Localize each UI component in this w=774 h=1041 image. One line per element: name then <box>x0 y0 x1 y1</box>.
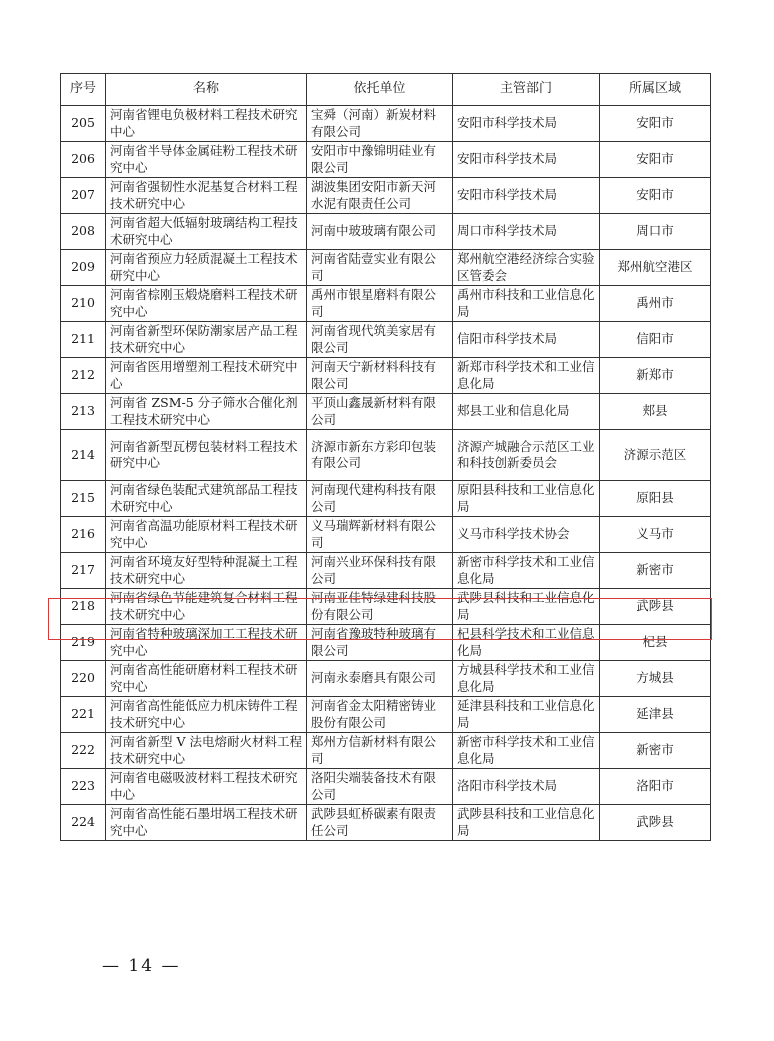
cell-area: 信阳市 <box>600 322 711 358</box>
cell-no: 224 <box>61 805 106 841</box>
table-row <box>61 625 711 661</box>
cell-dept: 安阳市科学技术局 <box>453 106 600 142</box>
cell-name: 河南省高性能石墨坩埚工程技术研究中心 <box>106 805 307 841</box>
cell-no: 219 <box>61 625 106 661</box>
cell-dept: 郑州航空港经济综合实验区管委会 <box>453 250 600 286</box>
cell-org: 河南省豫玻特种玻璃有限公司 <box>307 625 453 661</box>
cell-org: 河南现代建构科技有限公司 <box>307 481 453 517</box>
table-row <box>61 769 711 805</box>
cell-area: 禹州市 <box>600 286 711 322</box>
cell-dept: 济源产城融合示范区工业和科技创新委员会 <box>453 430 600 481</box>
cell-no: 208 <box>61 214 106 250</box>
cell-name: 河南省半导体金属硅粉工程技术研究中心 <box>106 142 307 178</box>
cell-org: 湖波集团安阳市新天河水泥有限责任公司 <box>307 178 453 214</box>
cell-no: 217 <box>61 553 106 589</box>
cell-name: 河南省高性能研磨材料工程技术研究中心 <box>106 661 307 697</box>
cell-name: 河南省锂电负极材料工程技术研究中心 <box>106 106 307 142</box>
cell-name: 河南省绿色装配式建筑部品工程技术研究中心 <box>106 481 307 517</box>
header-area: 所属区域 <box>600 74 711 106</box>
cell-name: 河南省电磁吸波材料工程技术研究中心 <box>106 769 307 805</box>
cell-org: 济源市新东方彩印包装有限公司 <box>307 430 453 481</box>
cell-name: 河南省高性能低应力机床铸件工程技术研究中心 <box>106 697 307 733</box>
cell-area: 新密市 <box>600 733 711 769</box>
cell-no: 222 <box>61 733 106 769</box>
table-header-row <box>61 74 711 106</box>
cell-dept: 信阳市科学技术局 <box>453 322 600 358</box>
cell-area: 洛阳市 <box>600 769 711 805</box>
cell-name: 河南省棕刚玉煅烧磨料工程技术研究中心 <box>106 286 307 322</box>
table-row <box>61 322 711 358</box>
cell-no: 215 <box>61 481 106 517</box>
cell-org: 平顶山鑫晟新材料有限公司 <box>307 394 453 430</box>
cell-name: 河南省医用增塑剂工程技术研究中心 <box>106 358 307 394</box>
table-row <box>61 481 711 517</box>
cell-name: 河南省绿色节能建筑复合材料工程技术研究中心 <box>106 589 307 625</box>
cell-dept: 原阳县科技和工业信息化局 <box>453 481 600 517</box>
cell-org: 河南中玻玻璃有限公司 <box>307 214 453 250</box>
cell-area: 义马市 <box>600 517 711 553</box>
cell-no: 214 <box>61 430 106 481</box>
cell-no: 207 <box>61 178 106 214</box>
cell-name: 河南省新型瓦楞包装材料工程技术研究中心 <box>106 430 307 481</box>
table-row <box>61 697 711 733</box>
table-row <box>61 430 711 481</box>
table-row <box>61 394 711 430</box>
cell-org: 武陟县虹桥碳素有限责任公司 <box>307 805 453 841</box>
cell-name: 河南省特种玻璃深加工工程技术研究中心 <box>106 625 307 661</box>
cell-dept: 新密市科学技术和工业信息化局 <box>453 733 600 769</box>
table-row <box>61 214 711 250</box>
cell-no: 212 <box>61 358 106 394</box>
cell-dept: 郏县工业和信息化局 <box>453 394 600 430</box>
cell-org: 安阳市中豫锦明硅业有限公司 <box>307 142 453 178</box>
cell-name: 河南省超大低辐射玻璃结构工程技术研究中心 <box>106 214 307 250</box>
cell-area: 杞县 <box>600 625 711 661</box>
table-row <box>61 178 711 214</box>
research-center-table <box>60 73 711 841</box>
cell-area: 周口市 <box>600 214 711 250</box>
cell-no: 205 <box>61 106 106 142</box>
cell-area: 郏县 <box>600 394 711 430</box>
table-row <box>61 805 711 841</box>
cell-area: 方城县 <box>600 661 711 697</box>
cell-area: 安阳市 <box>600 178 711 214</box>
cell-dept: 方城县科学技术和工业信息化局 <box>453 661 600 697</box>
cell-org: 郑州方信新材料有限公司 <box>307 733 453 769</box>
cell-area: 郑州航空港区 <box>600 250 711 286</box>
cell-dept: 安阳市科学技术局 <box>453 142 600 178</box>
cell-area: 延津县 <box>600 697 711 733</box>
cell-org: 宝舜（河南）新炭材料有限公司 <box>307 106 453 142</box>
page-number: — 14 — <box>102 956 181 976</box>
cell-no: 213 <box>61 394 106 430</box>
cell-name: 河南省高温功能原材料工程技术研究中心 <box>106 517 307 553</box>
cell-no: 223 <box>61 769 106 805</box>
table-row <box>61 142 711 178</box>
cell-org: 禹州市银星磨料有限公司 <box>307 286 453 322</box>
cell-dept: 武陟县科技和工业信息化局 <box>453 805 600 841</box>
cell-dept: 武陟县科技和工业信息化局 <box>453 589 600 625</box>
header-no: 序号 <box>61 74 106 106</box>
cell-dept: 禹州市科技和工业信息化局 <box>453 286 600 322</box>
cell-dept: 义马市科学技术协会 <box>453 517 600 553</box>
cell-org: 河南省现代筑美家居有限公司 <box>307 322 453 358</box>
table-row <box>61 250 711 286</box>
header-name: 名称 <box>106 74 307 106</box>
cell-area: 武陟县 <box>600 589 711 625</box>
cell-area: 新郑市 <box>600 358 711 394</box>
cell-area: 安阳市 <box>600 142 711 178</box>
cell-area: 武陟县 <box>600 805 711 841</box>
table-row <box>61 517 711 553</box>
document-page <box>60 73 710 841</box>
cell-no: 220 <box>61 661 106 697</box>
cell-org: 河南天宁新材料科技有限公司 <box>307 358 453 394</box>
header-org: 依托单位 <box>307 74 453 106</box>
cell-area: 安阳市 <box>600 106 711 142</box>
cell-area: 新密市 <box>600 553 711 589</box>
cell-org: 河南兴业环保科技有限公司 <box>307 553 453 589</box>
cell-name: 河南省新型环保防潮家居产品工程技术研究中心 <box>106 322 307 358</box>
table-row <box>61 589 711 625</box>
table-row <box>61 661 711 697</box>
cell-no: 210 <box>61 286 106 322</box>
cell-org: 洛阳尖端装备技术有限公司 <box>307 769 453 805</box>
cell-name: 河南省新型 V 法电熔耐火材料工程技术研究中心 <box>106 733 307 769</box>
cell-no: 216 <box>61 517 106 553</box>
cell-area: 济源示范区 <box>600 430 711 481</box>
cell-dept: 新密市科学技术和工业信息化局 <box>453 553 600 589</box>
cell-org: 河南省陆壹实业有限公司 <box>307 250 453 286</box>
cell-name: 河南省预应力轻质混凝土工程技术研究中心 <box>106 250 307 286</box>
cell-dept: 洛阳市科学技术局 <box>453 769 600 805</box>
cell-no: 211 <box>61 322 106 358</box>
cell-org: 河南亚佳特绿建科技股份有限公司 <box>307 589 453 625</box>
cell-name: 河南省强韧性水泥基复合材料工程技术研究中心 <box>106 178 307 214</box>
cell-no: 209 <box>61 250 106 286</box>
cell-org: 河南永泰磨具有限公司 <box>307 661 453 697</box>
cell-dept: 延津县科技和工业信息化局 <box>453 697 600 733</box>
cell-org: 河南省金太阳精密铸业股份有限公司 <box>307 697 453 733</box>
cell-area: 原阳县 <box>600 481 711 517</box>
table-row <box>61 553 711 589</box>
table-row <box>61 733 711 769</box>
cell-name: 河南省环境友好型特种混凝土工程技术研究中心 <box>106 553 307 589</box>
cell-name: 河南省 ZSM-5 分子筛水合催化剂工程技术研究中心 <box>106 394 307 430</box>
cell-org: 义马瑞辉新材料有限公司 <box>307 517 453 553</box>
cell-dept: 新郑市科学技术和工业信息化局 <box>453 358 600 394</box>
table-row <box>61 358 711 394</box>
cell-no: 206 <box>61 142 106 178</box>
header-dept: 主管部门 <box>453 74 600 106</box>
cell-no: 218 <box>61 589 106 625</box>
table-row <box>61 106 711 142</box>
cell-dept: 周口市科学技术局 <box>453 214 600 250</box>
table-row <box>61 286 711 322</box>
cell-dept: 安阳市科学技术局 <box>453 178 600 214</box>
cell-dept: 杞县科学技术和工业信息化局 <box>453 625 600 661</box>
cell-no: 221 <box>61 697 106 733</box>
